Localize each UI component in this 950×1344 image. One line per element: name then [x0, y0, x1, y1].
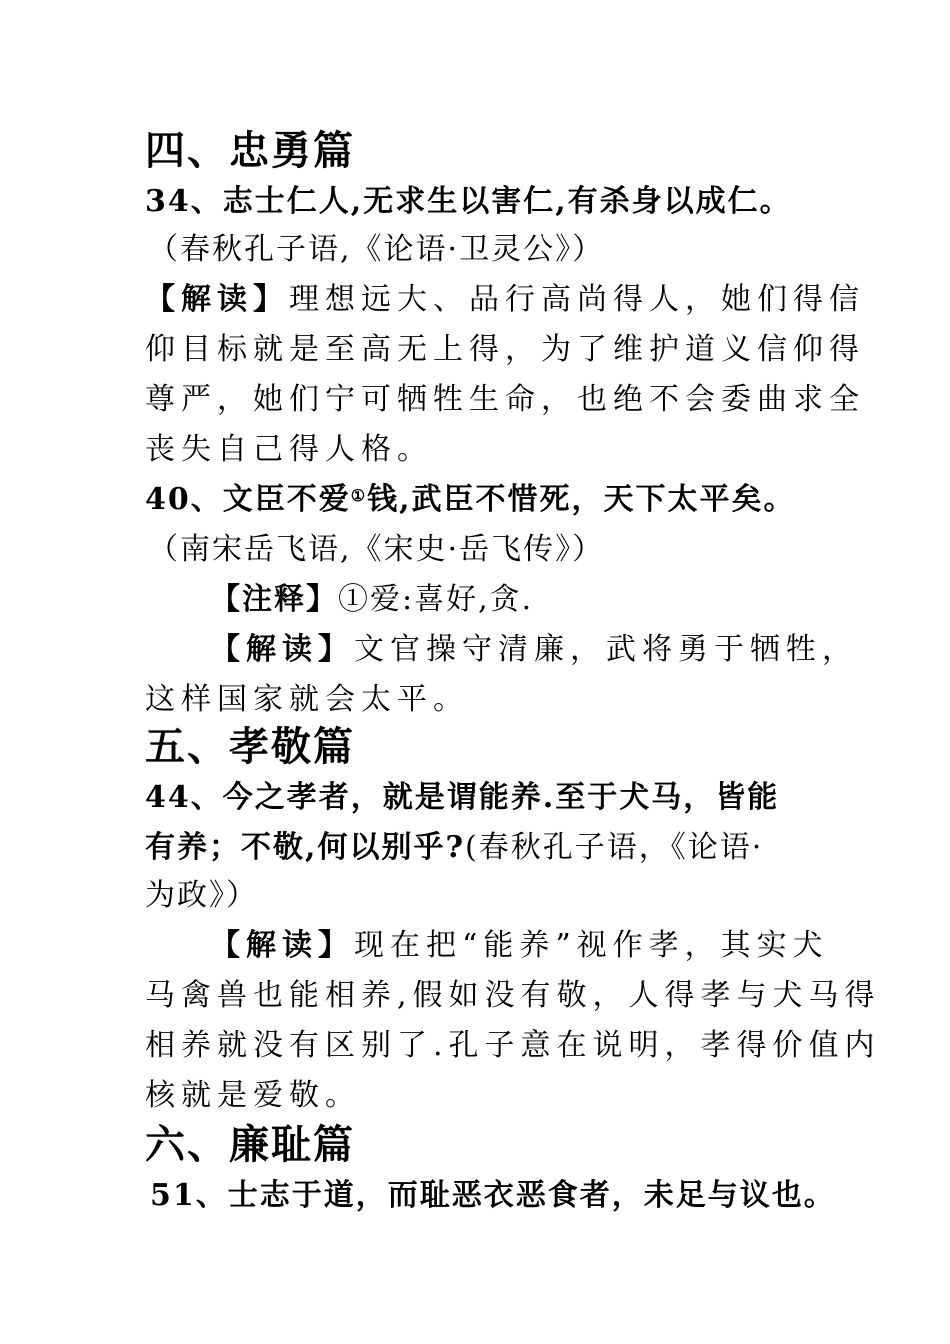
quote-44-text: 有养；不敬,何以别乎? — [145, 830, 466, 865]
explain-tag: 【解读】 — [210, 632, 354, 667]
quote-44-explain-line-3: 相养就没有区别了.孔子意在说明，孝得价值内 — [145, 1028, 881, 1063]
quote-44-line-2 — [145, 826, 835, 870]
quote-51: 51、士志于道，而耻恶衣恶食者，未足与议也。 — [150, 1178, 836, 1213]
quote-34-explain-line-3: 尊严，她们宁可牺牲生命，也绝不会委曲求全 — [145, 382, 865, 417]
quote-40 — [145, 478, 835, 522]
quote-40-note — [210, 578, 900, 622]
quote-34: 34、志士仁人,无求生以害仁,有杀身以成仁。 — [145, 184, 792, 219]
explain-text: 理想远大、品行高尚得人，她们得信 — [289, 282, 865, 317]
note-tag: 【注释】 — [210, 582, 338, 617]
quote-44-source: (春秋孔子语，《论语· — [465, 830, 764, 865]
note-marker: ① — [350, 486, 368, 505]
quote-44-explain-line-2: 马禽兽也能相养,假如没有敬，人得孝与犬马得 — [145, 978, 881, 1013]
explain-text: 现在把“能养”视作孝，其实犬 — [354, 928, 829, 963]
quote-34-source: （春秋孔子语,《论语·卫灵公》） — [148, 232, 605, 267]
quote-40-explain-line-1 — [210, 628, 900, 672]
note-text: ①爱:喜好,贪. — [338, 582, 534, 617]
quote-40-part-1: 40、文臣不爱 — [145, 482, 351, 517]
quote-44-explain-line-4: 核就是爱敬。 — [145, 1078, 361, 1113]
quote-34-explain-line-4: 丧失自己得人格。 — [145, 432, 433, 467]
section-title-integrity: 六、廉耻篇 — [145, 1121, 355, 1168]
explain-tag: 【解读】 — [145, 282, 289, 317]
section-title-filial: 五、孝敬篇 — [145, 723, 355, 770]
quote-34-explain-line-1 — [145, 278, 865, 322]
quote-44-source-end: 为政》） — [145, 878, 258, 913]
quote-44-line-1: 44、今之孝者，就是谓能养.至于犬马，皆能 — [145, 780, 780, 815]
quote-44-explain-line-1 — [210, 924, 900, 968]
quote-40-explain-line-2: 这样国家就会太平。 — [145, 682, 469, 717]
explain-tag: 【解读】 — [210, 928, 354, 963]
quote-40-part-2: 钱,武臣不惜死，天下太平矣。 — [367, 482, 796, 517]
quote-40-source: （南宋岳飞语,《宋史·岳飞传》） — [148, 532, 605, 567]
section-title-loyalty: 四、忠勇篇 — [145, 127, 355, 174]
explain-text: 文官操守清廉，武将勇于牺牲， — [354, 632, 858, 667]
quote-34-explain-line-2: 仰目标就是至高无上得，为了维护道义信仰得 — [145, 332, 865, 367]
